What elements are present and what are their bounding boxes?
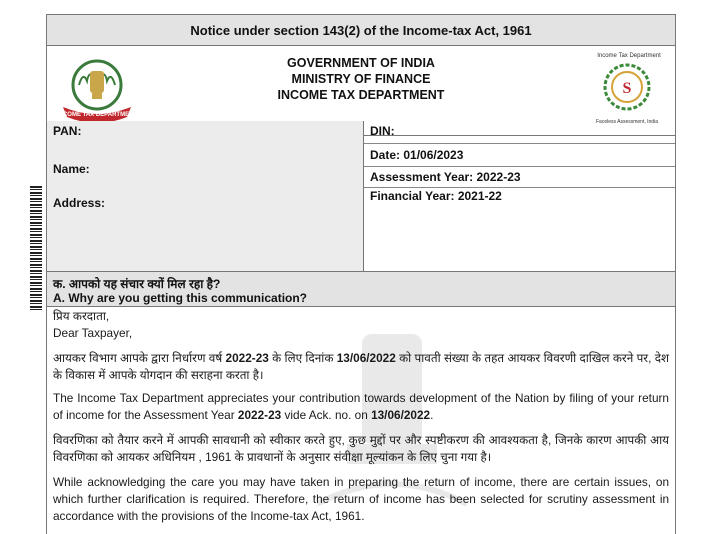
left-logo-text: INCOME TAX DEPARTMENT <box>57 112 137 118</box>
question-hindi: क. आपको यह संचार क्यों मिल रहा है? <box>53 277 221 291</box>
greeting-hindi: प्रिय करदाता, <box>53 309 110 323</box>
right-logo-bottom-text: Faceless Assessment, India <box>596 119 658 125</box>
question-english: A. Why are you getting this communication? <box>53 291 308 305</box>
faceless-assessment-logo-icon <box>587 47 667 131</box>
date-cell <box>364 144 675 167</box>
notice-details-panel <box>364 121 675 271</box>
right-logo-top-text: Income Tax Department <box>597 53 661 59</box>
government-heading <box>47 55 675 103</box>
notice-date: Date: 01/06/2023 <box>370 148 464 162</box>
notice-document <box>46 14 676 534</box>
notice-title: Notice under section 143(2) of the Income-tax Act, 1961 <box>47 14 675 46</box>
barcode <box>30 186 42 310</box>
taxpayer-info <box>47 121 675 271</box>
svg-text:S: S <box>622 80 632 97</box>
name-label: Name: <box>53 162 90 176</box>
greeting-english: Dear Taxpayer, <box>53 326 133 340</box>
taxpayer-details-panel <box>47 121 364 271</box>
financial-year: Financial Year: 2021-22 <box>370 189 502 203</box>
din-cell <box>364 121 675 144</box>
address-label: Address: <box>53 196 106 210</box>
gov-line-3: INCOME TAX DEPARTMENT <box>277 88 445 102</box>
assessment-year: Assessment Year: 2022-23 <box>370 170 521 184</box>
pan-label: PAN: <box>53 124 82 138</box>
gov-line-2: MINISTRY OF FINANCE <box>291 72 431 86</box>
paragraph-2-hindi: विवरणिका को तैयार करने में आपकी सावधानी को स्वीकार करते हुए, कुछ मुद्दों पर और स्पष्टीकरण की आवश्यकता है, जिनके कारण आपकी आय विवरणिका को आयकर अधिनियम , 1961 के प्रावधानों के अनुसार संवीक्षा मूल्यांकन के लिए चुना गया है। <box>53 433 669 464</box>
din-label: DIN: <box>370 124 395 138</box>
section-question <box>47 271 675 307</box>
paragraph-1-english: The Income Tax Department appreciates your contribution towards development of the Nation by filing of your return of income for the Assessment Year 2022-23 vide Ack. no. on 13/06/2022. <box>53 391 669 422</box>
assessment-year-cell <box>364 167 675 188</box>
paragraph-1-hindi: आयकर विभाग आपके द्वारा निर्धारण वर्ष 2022-23 के लिए दिनांक 13/06/2022 को पावती संख्या के तहत आयकर विवरणी दाखिल करने पर, देश के विकास में आपके योगदान की सराहना करता है। <box>53 351 669 382</box>
paragraph-2-english: While acknowledging the care you may have taken in preparing the return of income, there are certain issues, on which further clarification is required. Therefore, the return of income has been selected for scrutiny assessment in accordance with the provisions of the Income-tax Act, 1961. <box>53 475 669 523</box>
gov-line-1: GOVERNMENT OF INDIA <box>287 56 435 70</box>
